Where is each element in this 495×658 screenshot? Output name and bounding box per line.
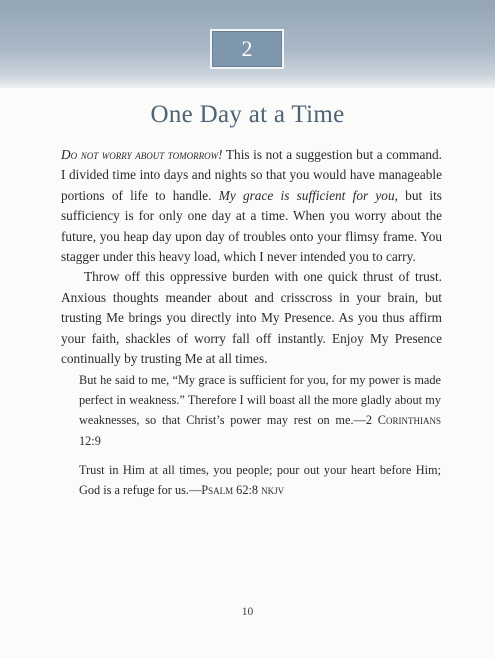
verse-2-reference: Psalm 62:8 nkjv <box>201 483 285 498</box>
devotional-body <box>61 145 442 369</box>
lead-phrase: Do not worry about tomorrow! <box>61 147 223 162</box>
paragraph-1-text-a: This is not a suggestion but a command. I divided time into days and nights so that you would have manageable portions of life to handle. <box>61 147 443 203</box>
chapter-badge <box>210 29 284 69</box>
paragraph-1-italic: My grace is sufficient for you <box>218 187 395 203</box>
page-number: 10 <box>241 606 254 618</box>
header-band <box>0 0 495 88</box>
verse-1-text: But he said to me, “My grace is sufficient for you, for my power is made perfect in weakness.” Therefore I will boast all the more gladly about my weaknesses, so that Christ’s power may rest on me.— <box>79 373 441 428</box>
page-title: One Day at a Time <box>150 101 345 128</box>
paragraph-2: Throw off this oppressive burden with one quick thrust of trust. Anxious thoughts meander about and crisscross in your brain, but trusting Me brings you directly into My Presence. As you thus affirm your faith, shackles of worry fall off instantly. Enjoy My Presence continually by trusting Me at all times. <box>61 269 442 367</box>
scripture-verses <box>79 370 441 509</box>
verse-1-reference: 2 Corinthians 12:9 <box>79 413 441 448</box>
verse-1 <box>79 370 441 451</box>
chapter-number: 2 <box>241 36 253 61</box>
verse-2-text: Trust in Him at all times, you people; pour out your heart before Him; God is a refuge for us.— <box>79 462 441 498</box>
paragraph-1 <box>61 145 442 267</box>
paragraph-1-text-b: , but its sufficiency is for only one day at a time. When you worry about the future, you heap day upon day of troubles onto your flimsy frame. You stagger under this heavy load, which I never intended you to carry. <box>61 187 442 265</box>
verse-2 <box>79 460 441 500</box>
